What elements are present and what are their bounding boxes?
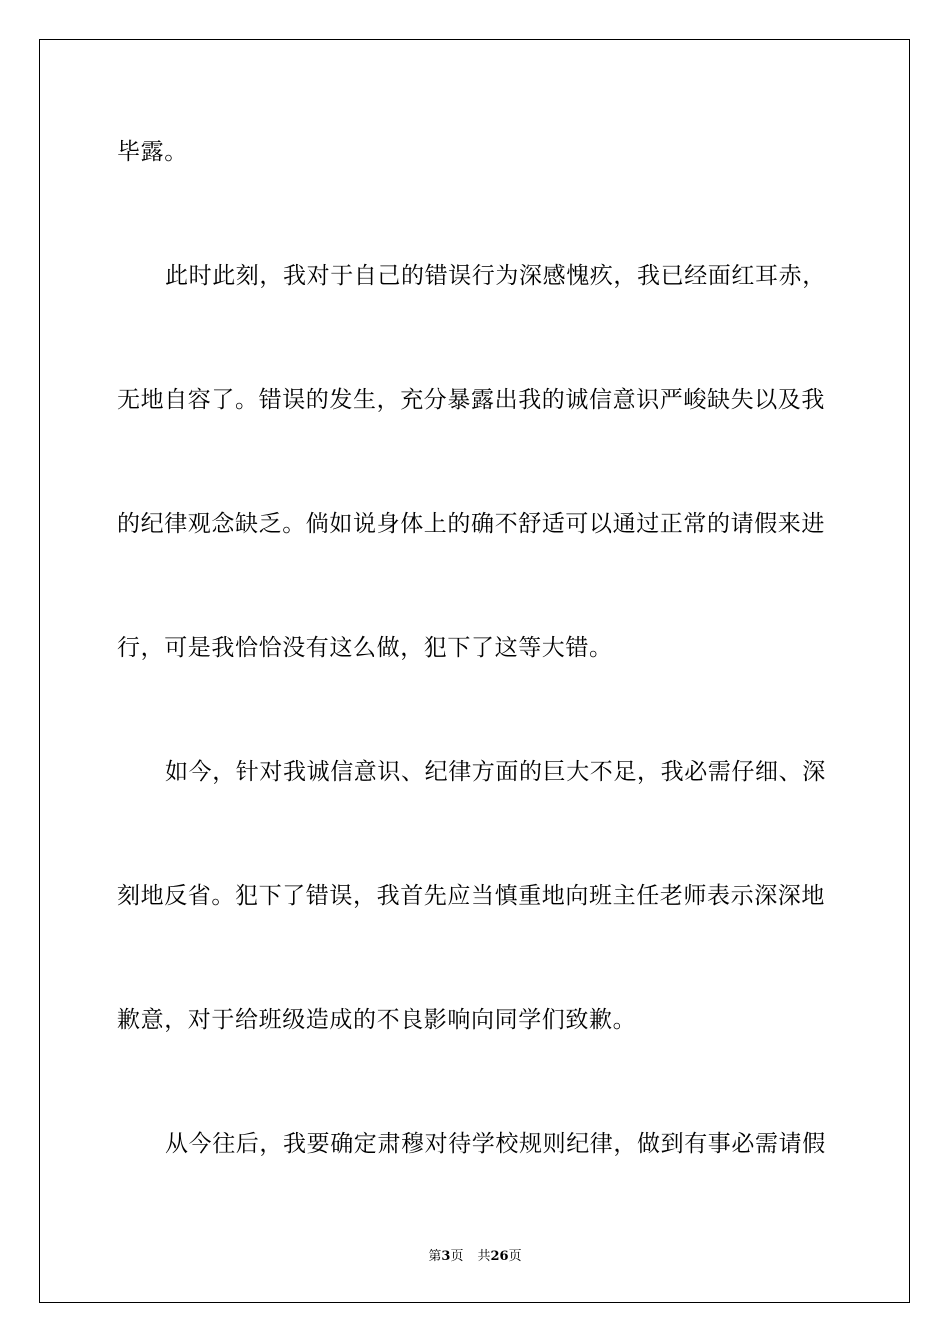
paragraph-start-line: 从今往后，我要确定肃穆对待学校规则纪律，做到有事必需请假 (165, 1131, 826, 1157)
page-border (39, 39, 910, 1303)
paragraph-start-line: 如今，针对我诚信意识、纪律方面的巨大不足，我必需仔细、深 (165, 759, 826, 785)
paragraph-start-line: 此时此刻，我对于自己的错误行为深感愧疚，我已经面红耳赤， (165, 263, 826, 289)
text-line: 歉意，对于给班级造成的不良影响向同学们致歉。 (117, 1007, 637, 1033)
total-suffix: 页 (508, 1249, 522, 1264)
page-prefix: 第 (428, 1249, 442, 1264)
page-footer (0, 1248, 950, 1266)
text-line: 无地自容了。错误的发生，充分暴露出我的诚信意识严峻缺失以及我 (117, 387, 825, 413)
text-line: 毕露。 (117, 139, 188, 165)
total-prefix: 共 (477, 1249, 491, 1264)
total-pages: 26 (490, 1249, 509, 1264)
text-line: 行，可是我恰恰没有这么做，犯下了这等大错。 (117, 635, 613, 661)
page-number: 3 (441, 1249, 451, 1264)
text-line: 的纪律观念缺乏。倘如说身体上的确不舒适可以通过正常的请假来进 (117, 511, 825, 537)
page-suffix: 页 (450, 1249, 464, 1264)
text-line: 刻地反省。犯下了错误，我首先应当慎重地向班主任老师表示深深地 (117, 883, 825, 909)
